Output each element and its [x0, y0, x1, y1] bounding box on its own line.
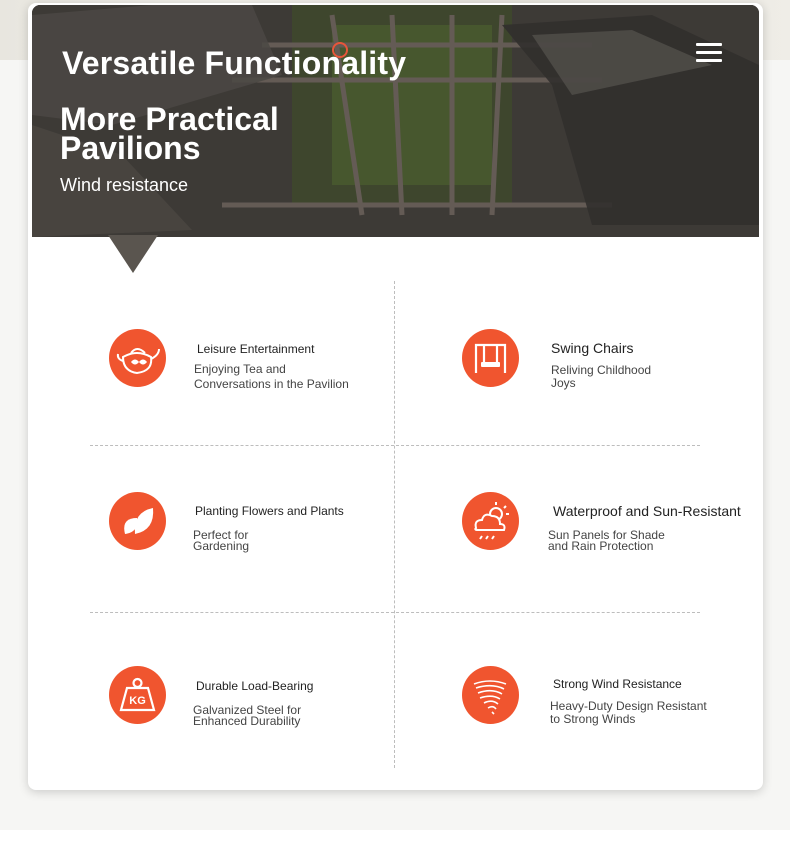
feature-title: Swing Chairs	[551, 340, 634, 356]
feature-desc-line2: and Rain Protection	[548, 539, 654, 553]
kg-label: KG	[129, 695, 146, 707]
divider-horizontal	[90, 612, 700, 613]
swing-icon	[462, 329, 519, 387]
tornado-icon	[462, 666, 519, 724]
weight-kg-icon	[109, 666, 166, 724]
feature-desc-line1: Reliving Childhood	[551, 363, 652, 377]
feature-desc-line2: Conversations in the Pavilion	[194, 377, 349, 391]
feature-desc-line1: Perfect for	[193, 528, 249, 542]
sun-rain-icon	[462, 492, 519, 550]
divider-vertical	[394, 281, 395, 768]
feature-desc-line2: Gardening	[193, 539, 250, 553]
feature-card	[28, 3, 763, 790]
hero-title: Versatile Functionality	[62, 45, 407, 81]
feature-title: Planting Flowers and Plants	[195, 504, 344, 518]
divider-horizontal	[90, 445, 700, 446]
teapot-icon	[109, 329, 166, 387]
feature-title: Strong Wind Resistance	[553, 677, 682, 691]
leaf-icon	[109, 492, 166, 550]
feature-desc-line1: Galvanized Steel for	[193, 703, 302, 717]
hero-banner	[32, 5, 759, 237]
feature-desc-line2: to Strong Winds	[550, 712, 636, 726]
feature-title: Durable Load-Bearing	[196, 679, 314, 693]
feature-title: Leisure Entertainment	[197, 342, 315, 356]
feature-desc-line2: Enhanced Durability	[193, 714, 301, 728]
feature-desc-line1: Sun Panels for Shade	[548, 528, 665, 542]
feature-desc-line1: Heavy-Duty Design Resistant	[550, 699, 707, 713]
feature-desc-line2: Joys	[551, 376, 576, 390]
banner-pointer	[108, 235, 158, 273]
hero-subtitle: More Practical Pavilions	[60, 101, 279, 166]
feature-desc-line1: Enjoying Tea and	[194, 362, 286, 376]
hero-caption: Wind resistance	[60, 175, 189, 195]
hamburger-menu-icon[interactable]	[696, 43, 722, 65]
page-background-bottom	[0, 830, 790, 846]
feature-title: Waterproof and Sun-Resistant	[553, 503, 741, 519]
